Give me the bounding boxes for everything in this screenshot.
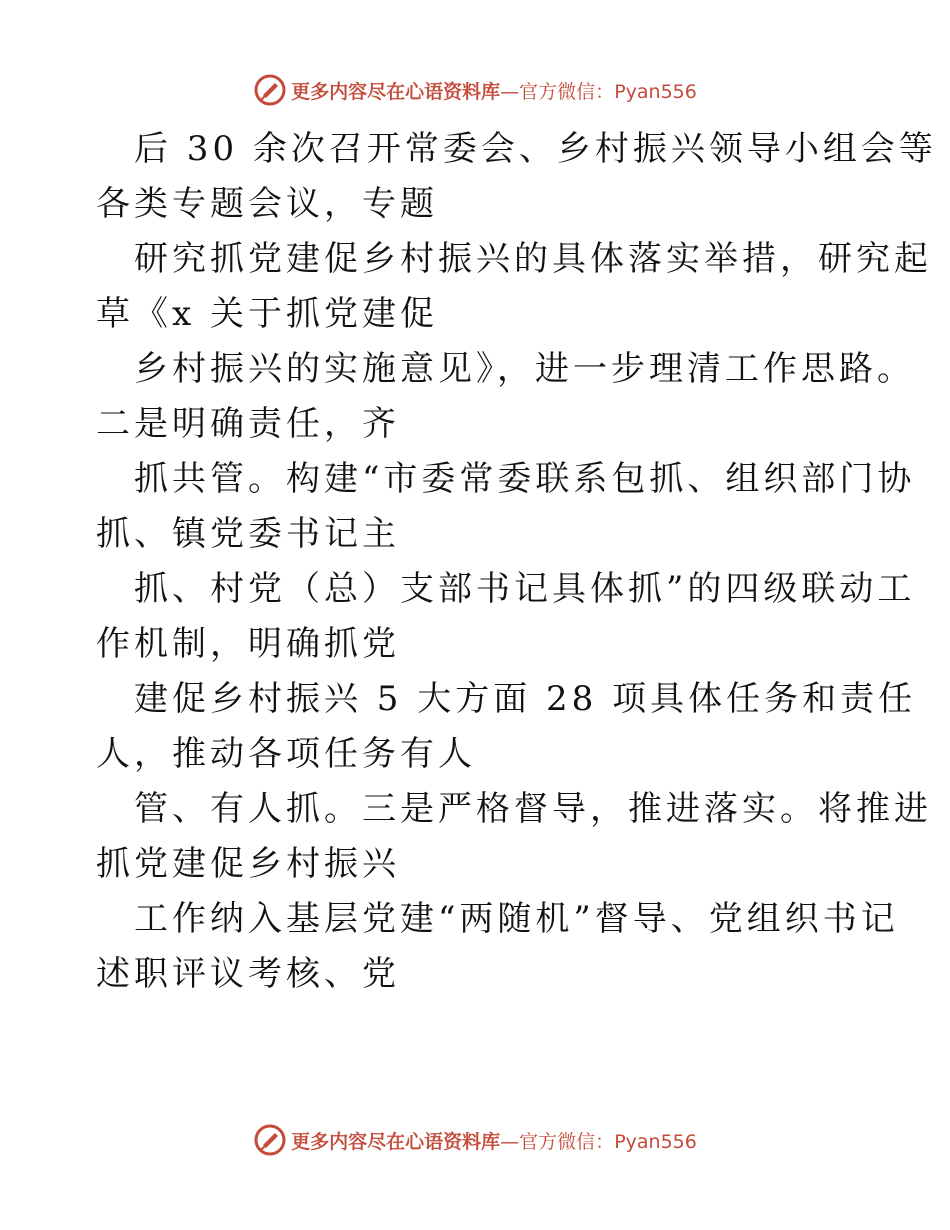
banner-wechat-label: 官方微信：	[519, 80, 615, 103]
banner-wechat-id: Pyan556	[614, 80, 697, 103]
footer-banner	[0, 1122, 950, 1158]
body-line: 各类专题会议，专题	[96, 184, 438, 224]
banner-separator: —	[500, 80, 520, 103]
body-line: 管、有人抓。三是严格督导，推进落实。将推进	[134, 789, 932, 829]
banner-separator: —	[500, 1130, 520, 1153]
body-line: 作机制，明确抓党	[96, 624, 400, 664]
logo-icon	[253, 73, 287, 107]
body-line: 建促乡村振兴 5 大方面 28 项具体任务和责任	[134, 679, 917, 719]
header-banner	[0, 72, 950, 108]
body-line: 二是明确责任，齐	[96, 404, 400, 444]
body-line: 抓、村党（总）支部书记具体抓”的四级联动工	[134, 569, 916, 609]
banner-main-text: 更多内容尽在心语资料库	[291, 1130, 501, 1153]
body-line: 草《x 关于抓党建促	[96, 294, 438, 334]
body-line: 人，推动各项任务有人	[96, 734, 476, 774]
body-line: 研究抓党建促乡村振兴的具体落实举措，研究起	[134, 239, 932, 279]
body-line: 后 30 余次召开常委会、乡村振兴领导小组会等	[134, 129, 937, 169]
body-line: 述职评议考核、党	[96, 954, 400, 994]
logo-icon	[253, 1123, 287, 1157]
banner-text	[291, 77, 697, 104]
body-line: 抓、镇党委书记主	[96, 514, 400, 554]
document-body	[96, 122, 937, 1002]
banner-wechat-label: 官方微信：	[519, 1130, 615, 1153]
banner-main-text: 更多内容尽在心语资料库	[291, 80, 501, 103]
body-line: 抓党建促乡村振兴	[96, 844, 400, 884]
body-line: 抓共管。构建“市委常委联系包抓、组织部门协	[134, 459, 916, 499]
banner-text	[291, 1127, 697, 1154]
banner-wechat-id: Pyan556	[614, 1130, 697, 1153]
body-line: 工作纳入基层党建“两随机”督导、党组织书记	[134, 899, 899, 939]
body-line: 乡村振兴的实施意见》，进一步理清工作思路。	[134, 349, 915, 389]
